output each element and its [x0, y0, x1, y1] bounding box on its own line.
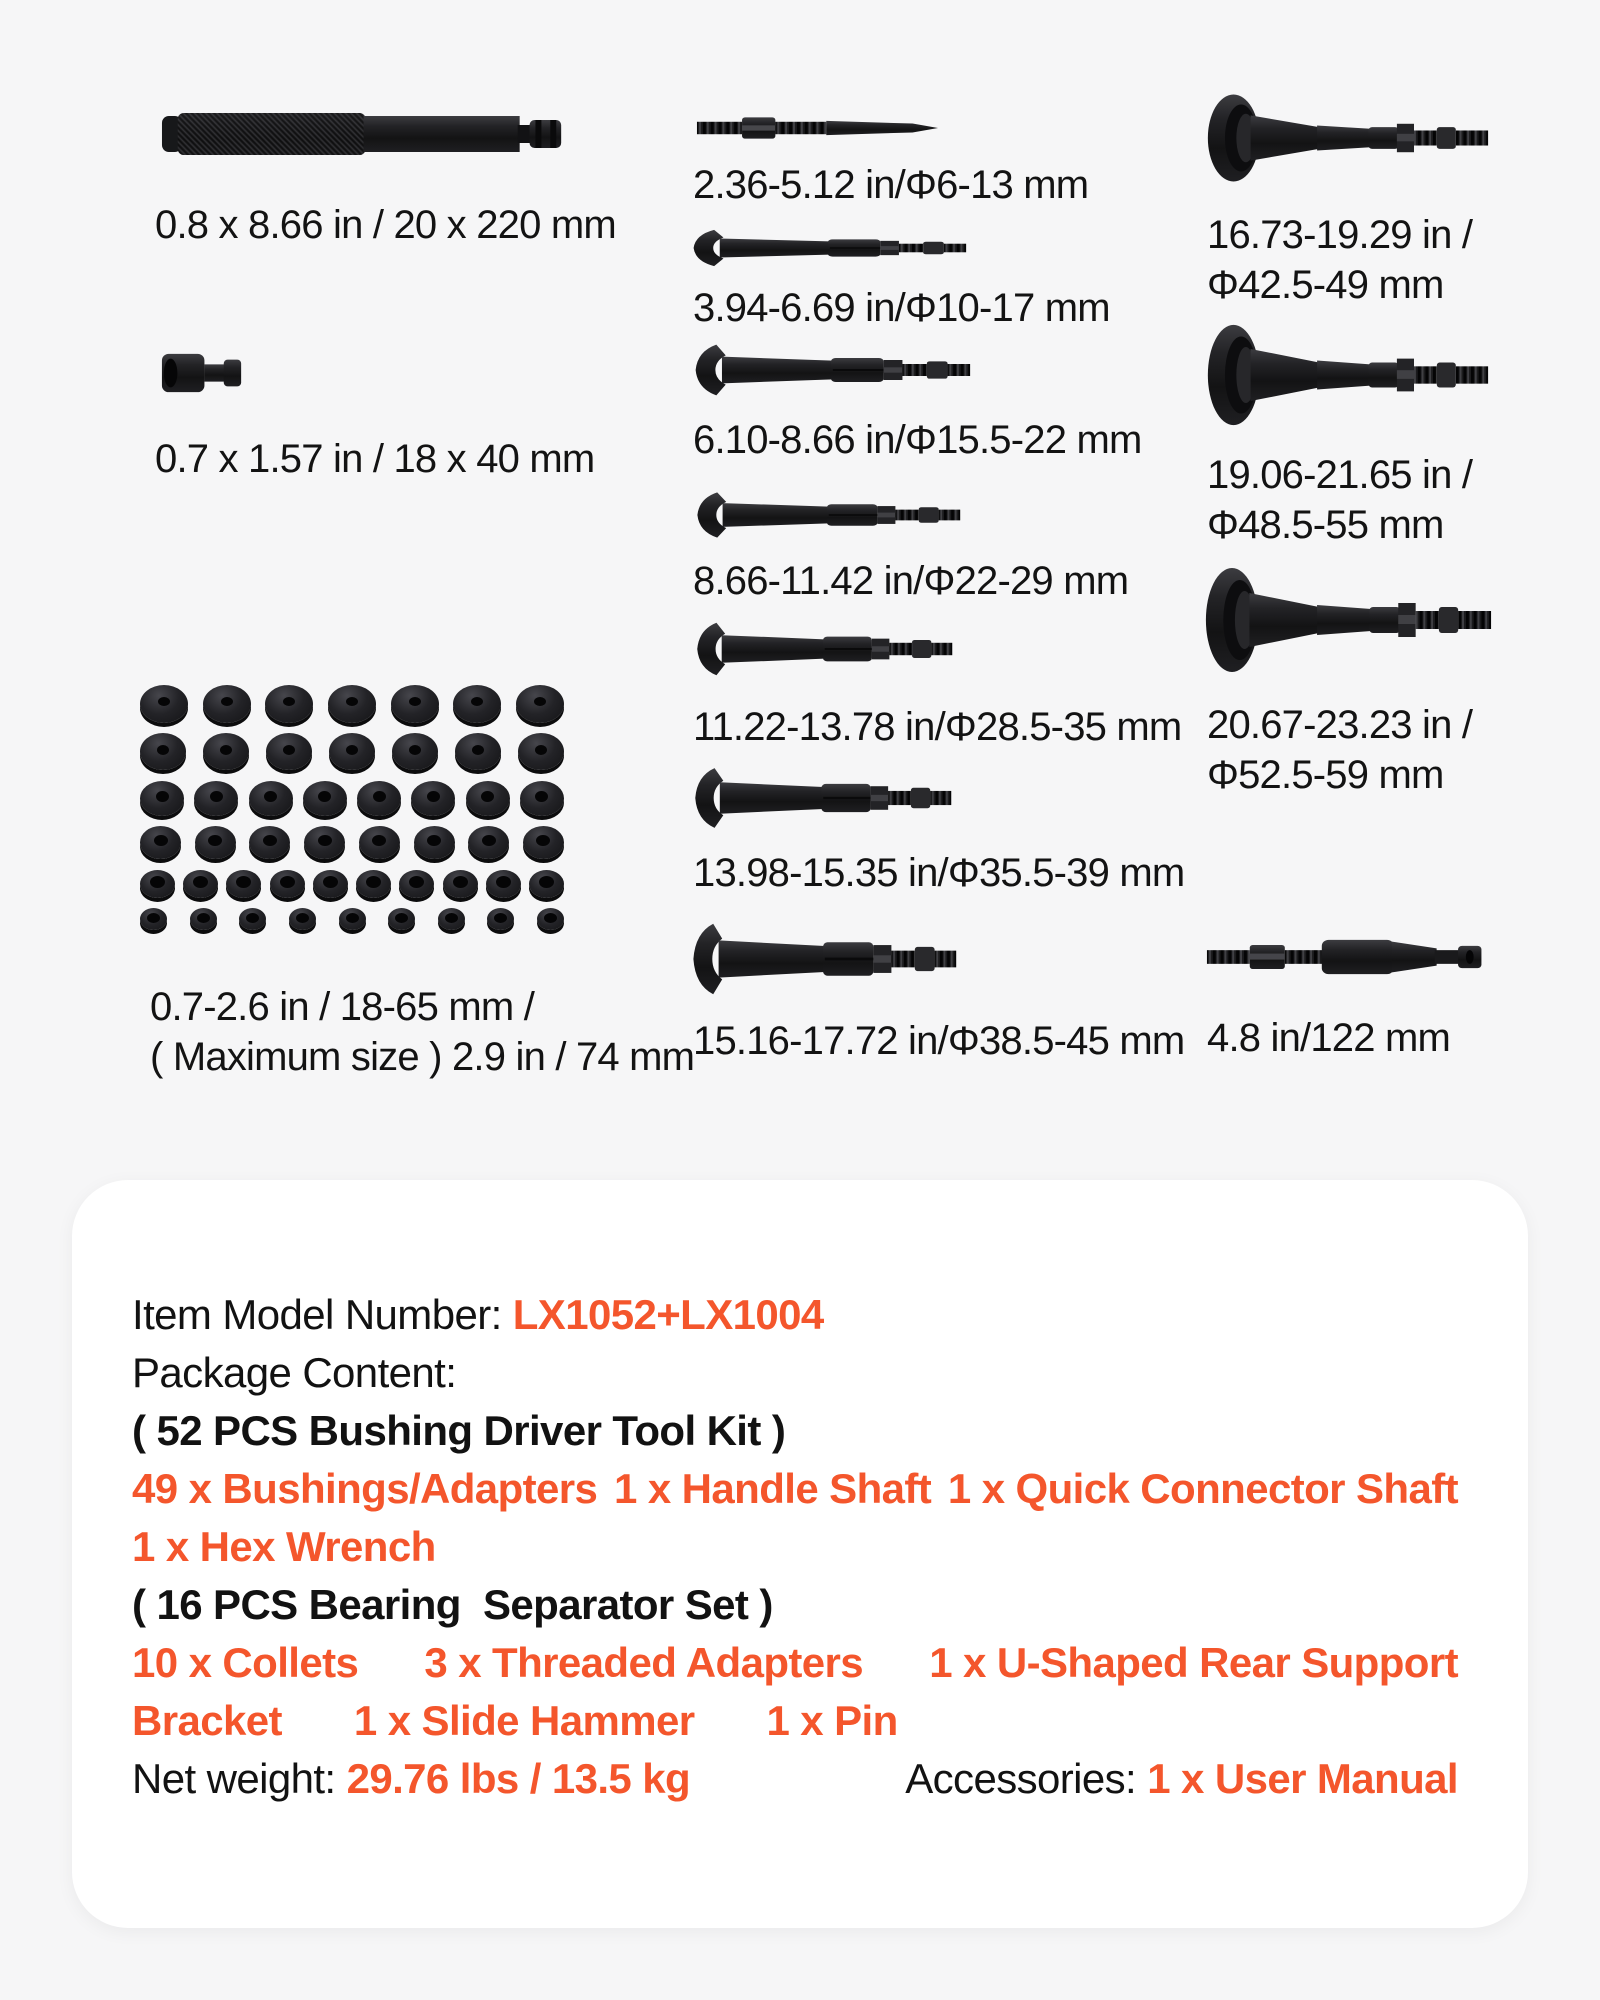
kit-item: 1 x U-Shaped Rear Support: [929, 1639, 1458, 1686]
bushing-hole: [539, 876, 554, 888]
bushing-disc: [523, 826, 564, 859]
bushing-disc: [270, 870, 305, 898]
bushing-hole: [535, 745, 547, 755]
bushing-disc: [265, 685, 313, 723]
bushing-hole: [395, 913, 408, 923]
kit2-title: ( 16 PCS Bearing Separator Set ): [132, 1581, 773, 1628]
bushing-disc: [486, 870, 521, 898]
bushing-hole: [210, 791, 223, 802]
separator-image: [1203, 565, 1493, 675]
bushing-disc: [455, 733, 501, 770]
bushing-hole: [544, 913, 557, 923]
bushing-disc: [289, 908, 316, 930]
bushing-disc: [195, 826, 236, 859]
bushing-disc: [226, 870, 261, 898]
kit-item: 3 x Threaded Adapters: [424, 1639, 864, 1686]
quick-connector-size-label: 4.8 in/122 mm: [1207, 1016, 1451, 1060]
driver-image: [688, 920, 958, 998]
kit1-title: ( 52 PCS Bushing Driver Tool Kit ): [132, 1407, 786, 1454]
bushing-hole: [427, 835, 441, 846]
bushing-hole: [346, 697, 358, 706]
bushing-hole: [154, 835, 168, 846]
bushing-hole: [263, 835, 277, 846]
bushing-disc: [339, 908, 366, 930]
bushing-row: [140, 826, 564, 859]
bushing-disc: [438, 908, 465, 930]
bushing-disc: [453, 685, 501, 723]
bushing-disc: [303, 781, 347, 816]
bushing-disc: [391, 685, 439, 723]
bushing-disc: [140, 781, 184, 816]
handle-shaft-image: [160, 108, 575, 160]
bushing-hole: [366, 876, 381, 888]
bushing-disc: [140, 870, 175, 898]
bushing-hole: [535, 791, 548, 802]
bushing-disc: [190, 908, 217, 930]
driver-size-label: 11.22-13.78 in/Φ28.5-35 mm: [693, 705, 1182, 749]
driver-size-label: 8.66-11.42 in/Φ22-29 mm: [693, 559, 1129, 603]
bushing-disc: [356, 870, 391, 898]
bushing-disc: [140, 826, 181, 859]
bushing-disc: [487, 908, 514, 930]
bushing-disc: [468, 826, 509, 859]
bushing-disc: [313, 870, 348, 898]
bushing-hole: [280, 876, 295, 888]
kit1-items-row1: [132, 1460, 1458, 1518]
bushing-disc: [399, 870, 434, 898]
bushing-hole: [318, 791, 331, 802]
adapter-size-label: 0.7 x 1.57 in / 18 x 40 mm: [155, 437, 595, 481]
adapter-image: [160, 350, 245, 396]
bushing-disc: [183, 870, 218, 898]
bushing-hole: [156, 791, 169, 802]
driver-size-label: 15.16-17.72 in/Φ38.5-45 mm: [693, 1019, 1185, 1063]
kit2-items-row2: [132, 1692, 1458, 1750]
bushing-disc: [516, 685, 564, 723]
bushing-hole: [208, 835, 222, 846]
weight-accessories-row: [132, 1750, 1458, 1808]
driver-size-label: 6.10-8.66 in/Φ15.5-22 mm: [693, 418, 1142, 462]
driver-image: [692, 620, 954, 678]
model-number-line: Item Model Number: LX1052+LX1004: [132, 1291, 824, 1338]
bushing-hole: [481, 791, 494, 802]
bushing-hole: [220, 745, 232, 755]
bushing-disc: [414, 826, 455, 859]
driver-image: [688, 228, 968, 268]
bushing-hole: [158, 697, 170, 706]
bushing-hole: [221, 697, 233, 706]
bushing-hole: [536, 835, 550, 846]
separator-size-label: 20.67-23.23 in / Φ52.5-59 mm: [1207, 703, 1473, 797]
bushing-disc: [249, 781, 293, 816]
bushings-size-label: [150, 982, 694, 1082]
bushing-hole: [445, 913, 458, 923]
bushing-hole: [283, 745, 295, 755]
driver-size-label: 3.94-6.69 in/Φ10-17 mm: [693, 286, 1110, 330]
separator-size-label: 16.73-19.29 in / Φ42.5-49 mm: [1207, 213, 1473, 307]
bushing-grid: [140, 685, 564, 930]
bushing-hole: [157, 745, 169, 755]
package-content-label: Package Content:: [132, 1349, 457, 1396]
kit-item: 1 x Hex Wrench: [132, 1523, 436, 1570]
driver-image: [690, 765, 953, 831]
bushing-hole: [472, 745, 484, 755]
bushing-hole: [373, 791, 386, 802]
bushing-hole: [482, 835, 496, 846]
kit-item: 1 x Slide Hammer: [353, 1697, 695, 1744]
bushing-row: [140, 908, 564, 930]
bushing-disc: [329, 733, 375, 770]
net-weight-value: 29.76 lbs / 13.5 kg: [346, 1755, 691, 1802]
bushing-hole: [246, 913, 259, 923]
bushing-hole: [453, 876, 468, 888]
bushing-hole: [534, 697, 546, 706]
bushing-row: [140, 781, 564, 816]
bushing-disc: [537, 908, 564, 930]
bushing-disc: [266, 733, 312, 770]
bushing-row: [140, 685, 564, 723]
bushing-hole: [318, 835, 332, 846]
bushing-disc: [203, 685, 251, 723]
bushing-hole: [236, 876, 251, 888]
bushing-disc: [140, 733, 186, 770]
bushing-disc: [359, 826, 400, 859]
bushing-disc: [466, 781, 510, 816]
kit-item: 10 x Collets: [132, 1639, 359, 1686]
bushings-size-line1: 0.7-2.6 in / 18-65 mm /: [150, 985, 535, 1029]
kit-item: 1 x Handle Shaft: [614, 1465, 932, 1512]
bushing-hole: [496, 876, 511, 888]
quick-connector-image: [1205, 933, 1497, 981]
info-card: [72, 1180, 1528, 1928]
separator-image: [1205, 92, 1490, 184]
driver-image: [690, 342, 972, 398]
bushing-disc: [194, 781, 238, 816]
bushing-hole: [197, 913, 210, 923]
model-number-value: LX1052+LX1004: [512, 1291, 824, 1338]
bushing-hole: [409, 745, 421, 755]
separator-image: [1205, 322, 1490, 428]
bushing-hole: [409, 876, 424, 888]
bushing-disc: [411, 781, 455, 816]
bushing-row: [140, 733, 564, 770]
accessories-value: 1 x User Manual: [1147, 1755, 1458, 1802]
bushing-disc: [443, 870, 478, 898]
bushing-disc: [518, 733, 564, 770]
bushing-hole: [471, 697, 483, 706]
bushing-hole: [409, 697, 421, 706]
bushing-row: [140, 870, 564, 898]
bushing-disc: [304, 826, 345, 859]
bushing-hole: [372, 835, 386, 846]
bushing-disc: [140, 908, 167, 930]
accessories: Accessories: 1 x User Manual: [905, 1755, 1458, 1802]
bushing-hole: [323, 876, 338, 888]
bushing-hole: [296, 913, 309, 923]
bushing-disc: [328, 685, 376, 723]
kit1-items-row2: [132, 1518, 1458, 1576]
bushing-disc: [520, 781, 564, 816]
bushing-disc: [239, 908, 266, 930]
bushing-disc: [203, 733, 249, 770]
kit-item: 49 x Bushings/Adapters: [132, 1465, 598, 1512]
bushing-disc: [388, 908, 415, 930]
bushing-disc: [529, 870, 564, 898]
driver-image: [692, 490, 962, 540]
bushings-size-line2: ( Maximum size ) 2.9 in / 74 mm: [150, 1035, 695, 1079]
bushing-hole: [147, 913, 160, 923]
kit-item: 1 x Pin: [766, 1697, 898, 1744]
driver-pin-image: [695, 112, 940, 144]
bushing-disc: [357, 781, 401, 816]
kit-item: Bracket: [132, 1697, 282, 1744]
kit2-items-row1: [132, 1634, 1458, 1692]
driver-size-label: 13.98-15.35 in/Φ35.5-39 mm: [693, 851, 1185, 895]
bushing-hole: [427, 791, 440, 802]
bushing-hole: [264, 791, 277, 802]
bushing-disc: [249, 826, 290, 859]
bushing-disc: [140, 685, 188, 723]
bushing-hole: [346, 745, 358, 755]
separator-size-label: 19.06-21.65 in / Φ48.5-55 mm: [1207, 453, 1473, 547]
bushing-hole: [494, 913, 507, 923]
bushing-hole: [346, 913, 359, 923]
bushing-hole: [193, 876, 208, 888]
kit-item: 1 x Quick Connector Shaft: [947, 1465, 1458, 1512]
driver-size-label: 2.36-5.12 in/Φ6-13 mm: [693, 163, 1089, 207]
bushing-hole: [283, 697, 295, 706]
handle-shaft-size-label: 0.8 x 8.66 in / 20 x 220 mm: [155, 203, 616, 247]
net-weight: Net weight: 29.76 lbs / 13.5 kg: [132, 1755, 691, 1802]
bushing-hole: [150, 876, 165, 888]
bushing-disc: [392, 733, 438, 770]
